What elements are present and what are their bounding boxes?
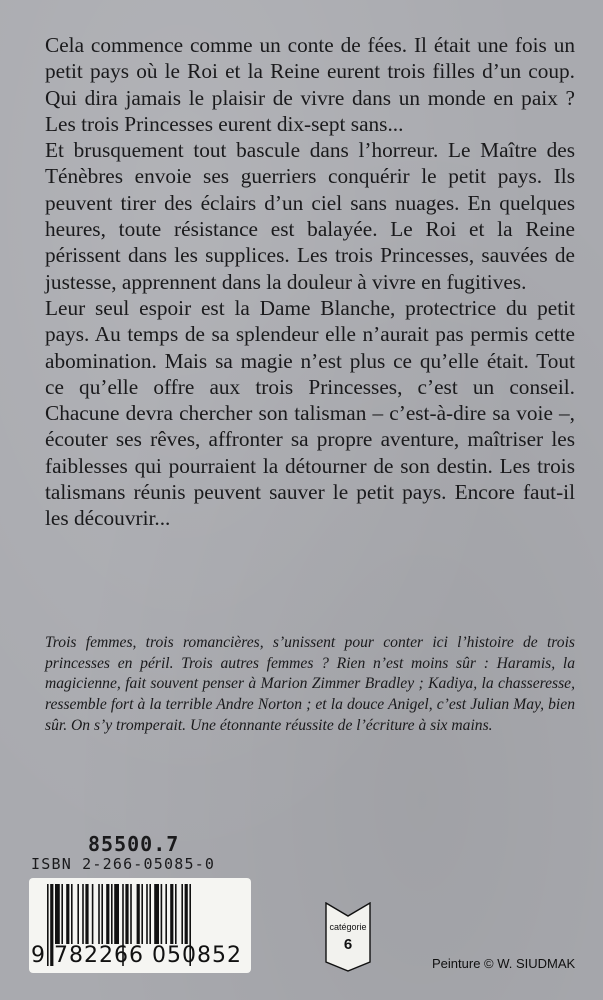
category-label: catégorie [329, 922, 367, 932]
catalog-code: 85500.7 [88, 832, 180, 856]
isbn-number: ISBN 2-266-05085-0 [31, 855, 216, 873]
barcode-digits: 9 782266 050852 [31, 943, 242, 968]
synopsis-paragraph-2: Et brusquement tout bascule dans l’horreur. Le Maître des Ténèbres envoie ses guerriers conquérir le petit pays. Ils peuvent tirer des éclairs d’un ciel sans nuages. En quelques heures, toute résistance est balayée. Le Roi et la Reine périssent dans les supplices. Les trois Princesses, sauvées de justesse, apprennent dans la douleur à vivre en fugitives. [45, 138, 575, 294]
synopsis-text [45, 32, 575, 532]
category-badge [325, 902, 371, 972]
category-number: 6 [343, 936, 353, 953]
synopsis-paragraph-1: Cela commence comme un conte de fées. Il était une fois un petit pays où le Roi et la Reine eurent trois filles d’un coup. Qui dira jamais le plaisir de vivre dans un monde en paix ? Les trois Princesses eurent dix-sept sans... [45, 33, 575, 136]
synopsis-paragraph-3: Leur seul espoir est la Dame Blanche, protectrice du petit pays. Au temps de sa splendeur elle n’aurait pas permis cette abomination. Mais sa magie n’est plus ce qu’elle était. Tout ce qu’elle offre aux trois Princesses, c’est un conseil. Chacune devra chercher son talisman – c’est-à-dire sa voie –, écouter ses rêves, affronter sa propre aventure, maîtriser les faiblesses qui pourraient la détourner de son destin. Les trois talismans réunis peuvent sauver le petit pays. Encore faut-il les découvrir... [45, 295, 575, 531]
painting-credit: Peinture © W. SIUDMAK [432, 956, 576, 971]
authors-teaser: Trois femmes, trois romancières, s’unissent pour conter ici l’histoire de trois princesses en péril. Trois autres femmes ? Rien n’est moins sûr : Haramis, la magicienne, fait souvent penser à Marion Zimmer Bradley ; Kadiya, la chasseresse, ressemble fort à la terrible Andre Norton ; et la douce Anigel, c’est Julian May, bien sûr. On s’y tromperait. Une étonnante réussite de l’écriture à six mains. [45, 634, 575, 734]
barcode [29, 878, 251, 973]
